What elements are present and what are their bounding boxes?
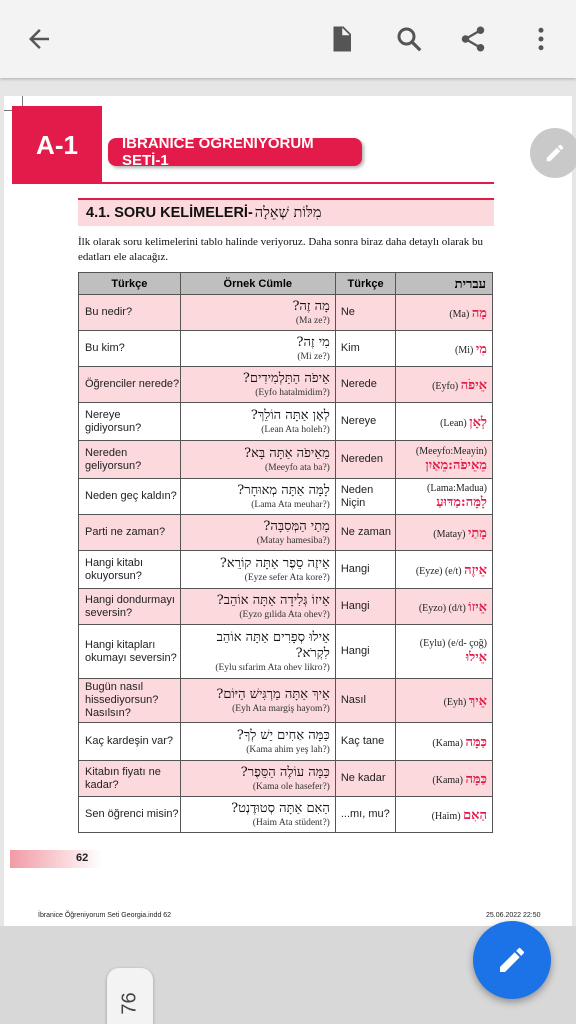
turkish-sentence: Sen öğrenci misin? — [79, 797, 181, 833]
example-transliteration: (Lama Ata meuhar?) — [251, 499, 330, 510]
example-hebrew: אֵיזוֹ גְּלִידָה אַתָּה אוֹהֵב? — [216, 592, 330, 608]
hebrew-transliteration: (Haim) — [431, 810, 461, 822]
share-icon[interactable] — [456, 22, 490, 56]
hebrew-transliteration: (Eyfo) — [432, 380, 459, 392]
hebrew-cell — [396, 331, 493, 367]
example-hebrew: מָה זֶה? — [292, 298, 330, 314]
question-words-table — [78, 272, 493, 833]
example-cell — [180, 403, 335, 441]
turkish-word: Ne — [335, 295, 395, 331]
hebrew-cell — [396, 551, 493, 589]
example-transliteration: (Eylu sıfarim Ata ohev likro?) — [215, 662, 330, 673]
turkish-sentence: Parti ne zaman? — [79, 515, 181, 551]
hebrew-word: מָתַי — [467, 525, 487, 541]
example-transliteration: (Mi ze?) — [297, 351, 330, 362]
turkish-word: Neden Niçin — [335, 479, 395, 515]
turkish-word: Kaç tane — [335, 723, 395, 761]
table-row — [79, 367, 493, 403]
table-row — [79, 797, 493, 833]
document-icon[interactable] — [324, 22, 358, 56]
turkish-sentence: Neden geç kaldın? — [79, 479, 181, 515]
hebrew-cell — [396, 479, 493, 515]
more-vert-icon[interactable] — [524, 22, 558, 56]
turkish-word: Hangi — [335, 551, 395, 589]
turkish-word: Nereye — [335, 403, 395, 441]
hebrew-cell — [396, 295, 493, 331]
example-transliteration: (Haim Ata stüdent?) — [252, 817, 330, 828]
table-row — [79, 723, 493, 761]
hebrew-cell — [396, 797, 493, 833]
example-transliteration: (Meeyfo ata ba?) — [264, 462, 330, 473]
footer-file: İbranice Ö̆ğreniyorum Seti Georgia.indd 62 — [38, 912, 172, 919]
table-header-row — [79, 273, 493, 295]
hebrew-cell — [396, 761, 493, 797]
column-header: עברית — [396, 273, 493, 295]
example-transliteration: (Kama ole hasefer?) — [252, 781, 330, 792]
example-transliteration: (Kama ahim yeş lah?) — [246, 744, 330, 755]
turkish-word: Hangi — [335, 589, 395, 625]
hebrew-transliteration: (Eyh) — [443, 696, 467, 708]
turkish-sentence: Nereye gidiyorsun? — [79, 403, 181, 441]
hebrew-word: אֵילוּ — [465, 650, 487, 665]
hebrew-transliteration: (Eylu) (e/d- çoğ) — [419, 638, 487, 649]
table-row — [79, 441, 493, 479]
table-row — [79, 551, 493, 589]
turkish-sentence: Öğrenciler nerede? — [79, 367, 181, 403]
example-hebrew: כַּמָּה אַחִים יֵשׁ לְךָ? — [236, 727, 330, 743]
turkish-sentence: Bu nedir? — [79, 295, 181, 331]
hebrew-transliteration: (Lama:Madua) — [427, 483, 487, 494]
section-title-text: 4.1. SORU KELİMELERİ- — [86, 205, 253, 221]
header-rule — [102, 182, 494, 184]
example-cell — [180, 515, 335, 551]
example-hebrew: מִי זֶה? — [296, 334, 330, 350]
hebrew-transliteration: (Eyze) (e/t) — [415, 565, 462, 577]
turkish-sentence: Kaç kardeşin var? — [79, 723, 181, 761]
edit-pencil-icon — [496, 944, 528, 976]
table-row — [79, 679, 493, 723]
hebrew-word: מֵאֵיפֹה:מֵאַיִן — [425, 458, 487, 473]
hebrew-word: אֵיךְ — [468, 693, 487, 709]
table-row — [79, 761, 493, 797]
hebrew-cell — [396, 679, 493, 723]
example-transliteration: (Eyh Ata margiş hayom?) — [232, 703, 330, 714]
example-transliteration: (Eyzo gılida Ata ohev?) — [239, 609, 330, 620]
column-header: Türkçe — [79, 273, 181, 295]
example-cell — [180, 589, 335, 625]
app-bar — [0, 0, 576, 78]
example-transliteration: (Eyze sefer Ata kore?) — [244, 572, 330, 583]
example-cell — [180, 331, 335, 367]
annotate-button[interactable] — [530, 128, 576, 178]
example-transliteration: (Matay hamesiba?) — [256, 535, 330, 546]
page-indicator-number: 76 — [118, 991, 141, 1015]
hebrew-cell — [396, 367, 493, 403]
hebrew-cell — [396, 515, 493, 551]
hebrew-word: מָה — [471, 305, 487, 321]
table-row — [79, 589, 493, 625]
example-hebrew: לְאָן אַתָּה הוֹלֵךְ? — [250, 407, 330, 423]
table-row — [79, 403, 493, 441]
hebrew-word: אֵיפֹה — [460, 377, 487, 393]
example-transliteration: (Ma ze?) — [295, 315, 330, 326]
table-row — [79, 331, 493, 367]
column-header: Örnek Cümle — [180, 273, 335, 295]
hebrew-cell — [396, 723, 493, 761]
turkish-sentence: Hangi dondurmayı seversin? — [79, 589, 181, 625]
hebrew-transliteration: (Meeyfo:Meayin) — [415, 446, 487, 457]
edit-fab-button[interactable] — [473, 921, 551, 999]
set-title: İBRANİCE ÖĞRENİYORUM SETİ-1 — [108, 138, 362, 166]
hebrew-word: הַאִם — [463, 807, 487, 823]
example-cell — [180, 441, 335, 479]
hebrew-transliteration: (Ma) — [449, 308, 470, 320]
hebrew-word: מִי — [475, 341, 487, 357]
example-hebrew: מָתַי הַמְּסִבָּה? — [263, 518, 330, 534]
section-title — [78, 198, 494, 226]
back-arrow-icon[interactable] — [22, 22, 56, 56]
turkish-word: Kim — [335, 331, 395, 367]
example-hebrew: אֵיפֹה הַתַּלְמִידִים? — [242, 370, 330, 386]
example-hebrew: הַאִם אַתָּה סְטוּדֶנְט? — [231, 800, 330, 816]
example-cell — [180, 367, 335, 403]
table-row — [79, 515, 493, 551]
search-icon[interactable] — [392, 22, 426, 56]
hebrew-transliteration: (Kama) — [432, 774, 463, 786]
turkish-sentence: Kitabın fiyatı ne kadar? — [79, 761, 181, 797]
example-cell — [180, 625, 335, 679]
section-title-hebrew: מִלּוֹת שְׁאֵלָה — [254, 204, 322, 221]
hebrew-word: אֵיזֶה — [464, 562, 487, 578]
example-cell — [180, 723, 335, 761]
footer-date: 25.06.2022 22:50 — [486, 912, 541, 919]
page-indicator[interactable] — [107, 968, 153, 1024]
example-transliteration: (Lean Ata holeh?) — [261, 424, 330, 435]
turkish-word: Ne kadar — [335, 761, 395, 797]
chapter-badge: A-1 — [12, 106, 102, 184]
turkish-sentence: Nereden geliyorsun? — [79, 441, 181, 479]
turkish-word: Nerede — [335, 367, 395, 403]
pencil-icon — [544, 142, 566, 164]
column-header: Türkçe — [335, 273, 395, 295]
example-cell — [180, 479, 335, 515]
example-cell — [180, 551, 335, 589]
table-row — [79, 479, 493, 515]
page-number: 62 — [76, 852, 89, 864]
hebrew-word: כַּמָּה — [465, 734, 487, 750]
turkish-sentence: Hangi kitapları okumayı seversin? — [79, 625, 181, 679]
example-hebrew: מֵאֵיפֹה אַתָּה בָּא? — [244, 445, 330, 461]
turkish-word: Nereden — [335, 441, 395, 479]
example-cell — [180, 761, 335, 797]
hebrew-word: כַּמָּה — [465, 771, 487, 787]
hebrew-cell — [396, 625, 493, 679]
hebrew-transliteration: (Lean) — [440, 417, 467, 429]
hebrew-transliteration: (Mi) — [455, 344, 474, 356]
example-transliteration: (Eyfo hatalmidim?) — [255, 387, 330, 398]
hebrew-transliteration: (Eyzo) (d/t) — [418, 602, 466, 614]
table-row — [79, 295, 493, 331]
example-hebrew: כַּמָּה עוֹלֶה הַסֵּפֶר? — [240, 764, 330, 780]
hebrew-transliteration: (Matay) — [433, 528, 466, 540]
example-cell — [180, 295, 335, 331]
turkish-word: Hangi — [335, 625, 395, 679]
hebrew-word: אֵיזוֹ — [468, 599, 487, 615]
example-hebrew: אֵיזֶה סֵפֶר אַתָּה קוֹרֵא? — [219, 555, 330, 571]
turkish-sentence: Bu kim? — [79, 331, 181, 367]
table-row — [79, 625, 493, 679]
hebrew-word: לְאָן — [469, 414, 487, 430]
hebrew-cell — [396, 403, 493, 441]
turkish-sentence: Hangi kitabı okuyorsun? — [79, 551, 181, 589]
hebrew-word: לָמָּה:מַדּוּעַ — [436, 495, 487, 510]
example-hebrew: לָמָּה אַתָּה מְאוּחָר? — [237, 482, 330, 498]
turkish-word: Ne zaman — [335, 515, 395, 551]
hebrew-cell — [396, 441, 493, 479]
example-hebrew: אֵילוּ סְפָרִים אַתָּה אוֹהֵב לִקְרֹא? — [216, 629, 330, 661]
intro-paragraph: İlk olarak soru kelimelerini tablo halinde veriyoruz. Daha sonra biraz daha detaylı olarak bu edatları ele alacağız. — [78, 236, 484, 263]
turkish-word: Nasıl — [335, 679, 395, 723]
hebrew-cell — [396, 589, 493, 625]
turkish-sentence: Bugün nasıl hissediyorsun? Nasılsın? — [79, 679, 181, 723]
example-cell — [180, 797, 335, 833]
hebrew-transliteration: (Kama) — [432, 737, 463, 749]
example-cell — [180, 679, 335, 723]
turkish-word: ...mı, mu? — [335, 797, 395, 833]
document-page — [4, 96, 572, 926]
example-hebrew: אֵיךְ אַתָּה מַרְגִּישׁ הַיּוֹם? — [216, 686, 330, 702]
